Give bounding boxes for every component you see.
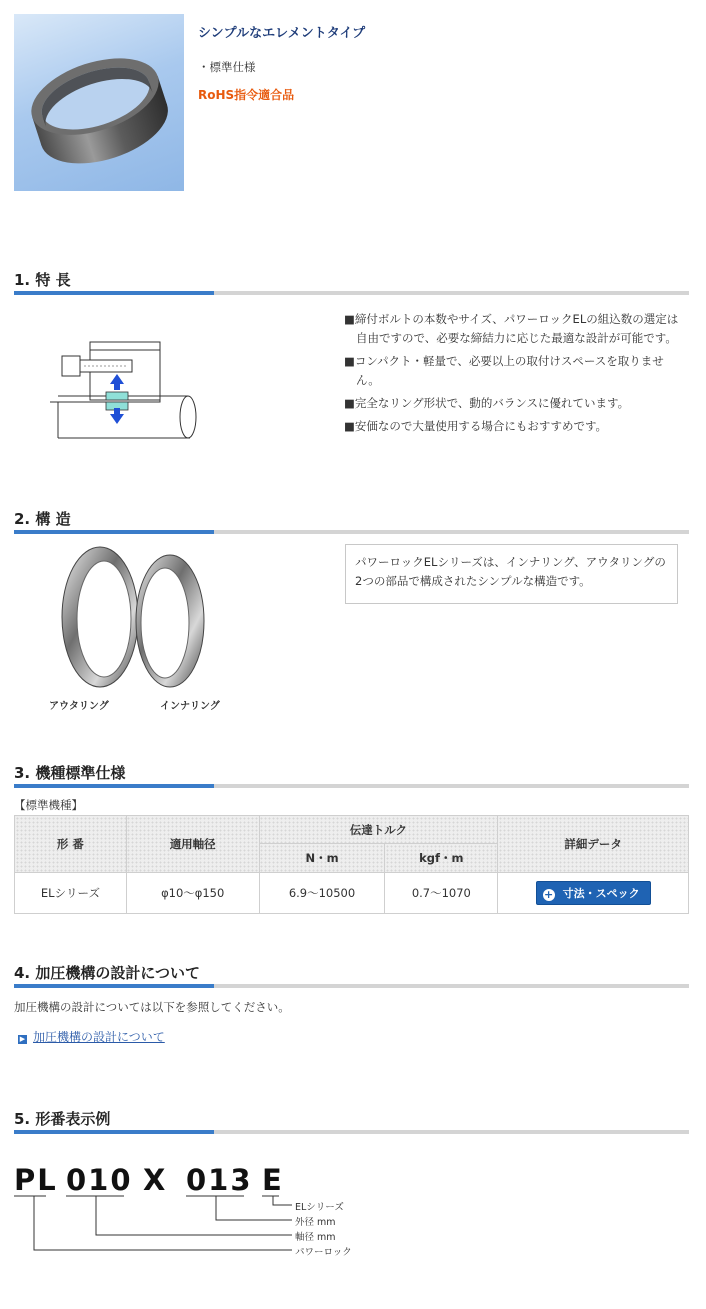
press-design-text: 加圧機構の設計については以下を参照してください。 <box>14 1000 290 1014</box>
outer-ring-label: アウタリング <box>49 701 109 712</box>
inner-ring-label: インナリング <box>160 701 220 712</box>
header-torque-kgf: kgf・m <box>385 844 498 873</box>
code-part-shaft: 010 <box>66 1163 133 1197</box>
section-title-press-design: 4. 加圧機構の設計について <box>14 964 201 982</box>
feature-item: ■コンパクト・軽量で、必要以上の取付けスペースを取りません。 <box>344 354 664 387</box>
cell-shaft: φ10〜φ150 <box>126 873 259 914</box>
feature-item: ■安価なので大量使用する場合にもおすすめです。 <box>344 419 608 433</box>
header-torque: 伝達トルク <box>259 816 498 844</box>
section-title-model-code: 5. 形番表示例 <box>14 1110 111 1128</box>
rohs-badge: RoHS指令適合品 <box>198 88 295 102</box>
section-divider <box>14 530 689 534</box>
rings-illustration <box>55 545 215 695</box>
press-design-link-label: 加圧機構の設計について <box>33 1030 165 1044</box>
cell-torque-nm: 6.9〜10500 <box>259 873 385 914</box>
press-design-link[interactable] <box>18 1028 165 1045</box>
legend-el-series: ELシリーズ <box>295 1202 344 1213</box>
spec-table <box>14 815 689 914</box>
legend-power-lock: パワーロック <box>295 1247 352 1258</box>
feature-item: ■完全なリング形状で、動的バランスに優れています。 <box>344 396 630 410</box>
code-part-x: X <box>143 1163 168 1197</box>
section-divider <box>14 784 689 788</box>
structure-description: パワーロックELシリーズは、インナリング、アウタリングの2つの部品で構成されたシンプルな構造です。 <box>345 544 678 604</box>
cell-torque-kgf: 0.7〜1070 <box>385 873 498 914</box>
code-part-type: E <box>262 1163 284 1197</box>
feature-list <box>344 310 679 440</box>
plus-icon: + <box>544 888 554 901</box>
ring-photo <box>14 14 184 191</box>
section-title-features: 1. 特 長 <box>14 271 71 289</box>
dimensions-spec-button[interactable] <box>536 881 651 905</box>
header-details: 詳細データ <box>498 816 689 873</box>
section-divider <box>14 984 689 988</box>
section-divider <box>14 291 689 295</box>
code-part-outer: 013 <box>186 1163 253 1197</box>
legend-outer-diameter: 外径 mm <box>295 1217 336 1228</box>
table-row <box>15 873 689 914</box>
cell-model: ELシリーズ <box>15 873 127 914</box>
link-arrow-icon: ▶ <box>19 1035 26 1043</box>
header-torque-nm: N・m <box>259 844 385 873</box>
legend-shaft-diameter: 軸径 mm <box>295 1232 336 1243</box>
spec-type: ・標準仕様 <box>198 60 256 74</box>
feature-item: ■締付ボルトの本数やサイズ、パワーロックELの組込数の選定は自由ですので、必要な締結力に応じた最適な設計が可能です。 <box>344 312 679 345</box>
section-title-specs: 3. 機種標準仕様 <box>14 764 126 782</box>
section-title-structure: 2. 構 造 <box>14 510 71 528</box>
code-part-series: PL <box>14 1163 58 1197</box>
section-divider <box>14 1130 689 1134</box>
product-image <box>14 14 184 191</box>
cell-details <box>498 873 689 914</box>
product-title: シンプルなエレメントタイプ <box>198 26 366 41</box>
header-model: 形 番 <box>15 816 127 873</box>
header-shaft: 適用軸径 <box>126 816 259 873</box>
model-code-leaders <box>14 1195 304 1255</box>
feature-diagram <box>40 330 210 450</box>
standard-models-label: 【標準機種】 <box>14 798 83 812</box>
dimensions-spec-label: 寸法・スペック <box>562 887 640 900</box>
